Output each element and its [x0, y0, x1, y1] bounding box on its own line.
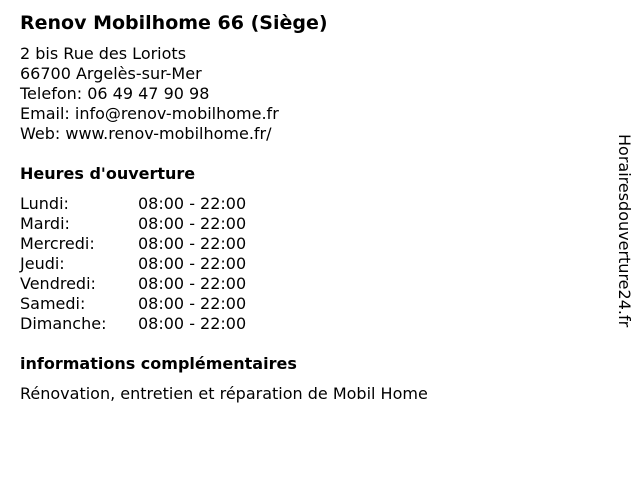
watermark-text: Horairesdouverture24.fr [615, 134, 634, 328]
info-description: Rénovation, entretien et réparation de Mobil Home [20, 384, 428, 403]
hours-row-samedi [20, 294, 246, 314]
hours-row-jeudi [20, 254, 246, 274]
hours-day: Samedi: [20, 294, 86, 313]
hours-time: 08:00 - 22:00 [138, 254, 247, 273]
hours-row-vendredi [20, 274, 246, 294]
hours-day: Dimanche: [20, 314, 107, 333]
site-watermark [612, 134, 636, 374]
website-link[interactable]: Web: www.renov-mobilhome.fr/ [20, 124, 272, 143]
hours-row-mardi [20, 214, 246, 234]
info-heading: informations complémentaires [20, 354, 297, 373]
city-address: 66700 Argelès-sur-Mer [20, 64, 202, 83]
hours-day: Vendredi: [20, 274, 96, 293]
hours-time: 08:00 - 22:00 [138, 234, 247, 253]
hours-time: 08:00 - 22:00 [138, 274, 247, 293]
hours-time: 08:00 - 22:00 [138, 314, 247, 333]
hours-row-mercredi [20, 234, 246, 254]
street-address: 2 bis Rue des Loriots [20, 44, 187, 63]
hours-time: 08:00 - 22:00 [138, 194, 247, 213]
phone-number[interactable]: Telefon: 06 49 47 90 98 [20, 84, 210, 103]
hours-row-lundi [20, 194, 246, 214]
hours-day: Lundi: [20, 194, 69, 213]
hours-day: Mardi: [20, 214, 70, 233]
opening-hours-table [20, 194, 246, 334]
hours-time: 08:00 - 22:00 [138, 214, 247, 233]
hours-time: 08:00 - 22:00 [138, 294, 247, 313]
hours-row-dimanche [20, 314, 246, 334]
address-block [20, 44, 279, 144]
hours-day: Mercredi: [20, 234, 95, 253]
hours-day: Jeudi: [20, 254, 65, 273]
email-address[interactable]: Email: info@renov-mobilhome.fr [20, 104, 279, 123]
business-title: Renov Mobilhome 66 (Siège) [20, 12, 328, 34]
hours-heading: Heures d'ouverture [20, 164, 196, 183]
